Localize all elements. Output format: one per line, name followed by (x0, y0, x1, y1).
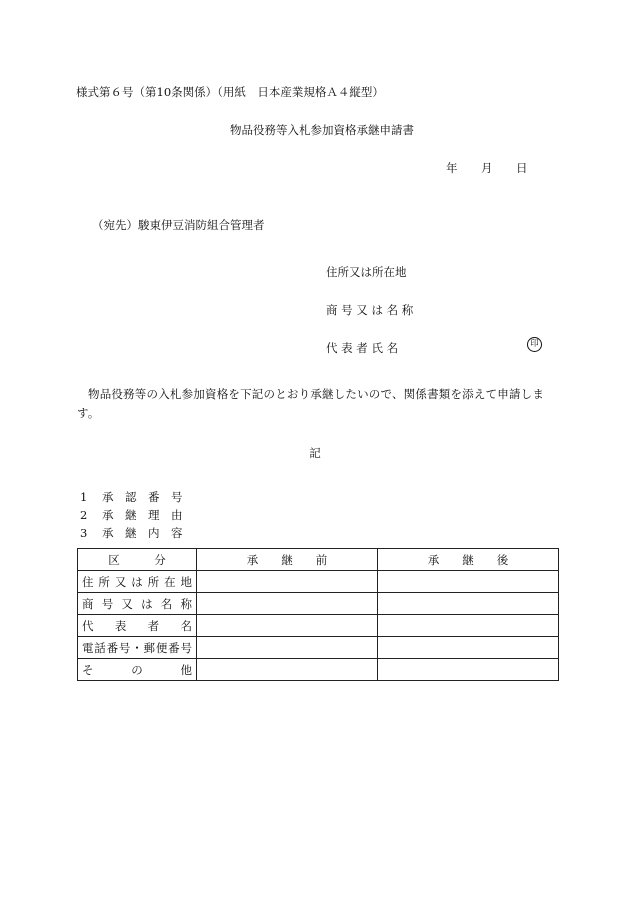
item-number: 2 (80, 508, 88, 522)
before-cell[interactable] (197, 637, 378, 659)
date-year: 年 (446, 161, 458, 175)
list-item (80, 488, 183, 506)
item-label: 承 継 理 由 (102, 508, 183, 522)
before-cell[interactable] (197, 571, 378, 593)
ki-heading: 記 (309, 446, 321, 460)
before-cell[interactable] (197, 593, 378, 615)
item-label: 承 継 内 容 (102, 526, 183, 540)
succession-table (77, 548, 559, 681)
list-item (80, 524, 183, 542)
header-category: 区 分 (78, 549, 197, 571)
item-label: 承 認 番 号 (102, 490, 183, 504)
table-row (78, 615, 559, 637)
body-text: 物品役務等の入札参加資格を下記のとおり承継したいので、関係書類を添えて申請します。 (77, 387, 545, 420)
form-number: 様式第６号（第10条関係）（用紙 日本産業規格Ａ４縦型） (76, 85, 384, 99)
row-label: 代表者名 (78, 615, 197, 637)
document-title: 物品役務等入札参加資格承継申請書 (230, 123, 414, 137)
table-row (78, 571, 559, 593)
row-label: 電話番号・郵便番号 (78, 637, 197, 659)
header-before: 承 継 前 (197, 549, 378, 571)
list-item (80, 506, 183, 524)
before-cell[interactable] (197, 659, 378, 681)
table-row (78, 659, 559, 681)
after-cell[interactable] (378, 659, 559, 681)
date-day: 日 (516, 161, 528, 175)
after-cell[interactable] (378, 615, 559, 637)
address-label: 住所又は所在地 (326, 265, 407, 279)
trade-name-label: 商 号 又 は 名 称 (326, 303, 414, 317)
item-number: 1 (80, 490, 88, 504)
header-after: 承 継 後 (378, 549, 559, 571)
table-row (78, 593, 559, 615)
table-row (78, 637, 559, 659)
row-label: 商号又は名称 (78, 593, 197, 615)
item-list (80, 488, 183, 542)
item-number: 3 (80, 526, 88, 540)
after-cell[interactable] (378, 593, 559, 615)
seal-mark: 印 (527, 337, 542, 352)
before-cell[interactable] (197, 615, 378, 637)
after-cell[interactable] (378, 571, 559, 593)
addressee: （宛先）駿東伊豆消防組合管理者 (92, 218, 265, 232)
table-header-row (78, 549, 559, 571)
after-cell[interactable] (378, 637, 559, 659)
row-label: その他 (78, 659, 197, 681)
representative-label: 代 表 者 氏 名 (326, 341, 399, 355)
row-label: 住所又は所在地 (78, 571, 197, 593)
date-month: 月 (481, 161, 493, 175)
